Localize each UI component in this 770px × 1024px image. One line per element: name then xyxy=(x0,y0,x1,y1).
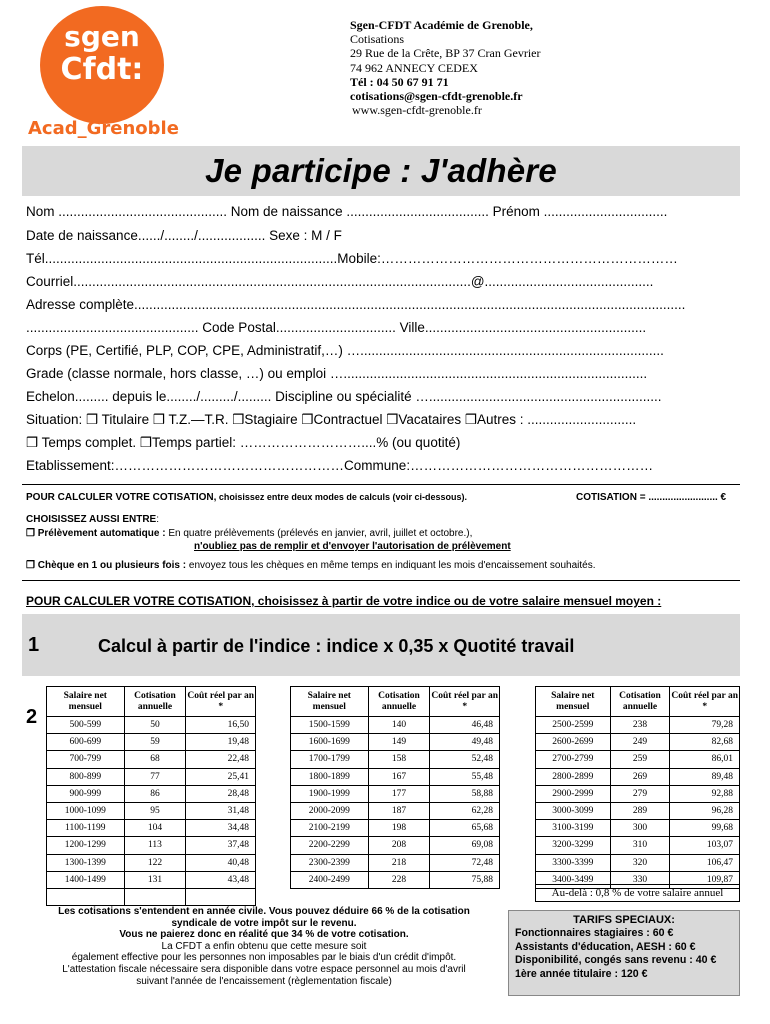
cout-reel-cell: 62,28 xyxy=(430,802,500,819)
cotisation-cell: 218 xyxy=(368,854,430,871)
table-header-2: Coût réel par an * xyxy=(430,687,500,717)
cout-reel-cell: 109,87 xyxy=(670,871,740,888)
field-adresse-line[interactable]: Adresse complète................................................................................................................................................... xyxy=(26,297,686,312)
table-row xyxy=(291,802,500,819)
empty-cell xyxy=(186,888,256,905)
table-row xyxy=(47,837,256,854)
cout-reel-cell: 58,88 xyxy=(430,785,500,802)
table-row xyxy=(47,768,256,785)
cotisation-cell: 300 xyxy=(610,820,670,837)
table-row xyxy=(536,820,740,837)
tarifs-speciaux-box xyxy=(508,910,740,996)
salary-table-2 xyxy=(290,686,500,889)
cotisation-cell: 249 xyxy=(610,734,670,751)
cout-reel-cell: 72,48 xyxy=(430,854,500,871)
salary-range-cell: 2500-2599 xyxy=(536,717,611,734)
cout-reel-cell: 43,48 xyxy=(186,871,256,888)
table-header-0: Salaire net mensuel xyxy=(536,687,611,717)
cotisation-cell: 68 xyxy=(124,751,186,768)
table-header-1: Cotisation annuelle xyxy=(124,687,186,717)
field-postal-line[interactable]: .............................................. Code Postal................................ Ville........................................................... xyxy=(26,320,647,335)
cout-reel-cell: 52,48 xyxy=(430,751,500,768)
cout-reel-cell: 69,08 xyxy=(430,837,500,854)
cout-reel-cell: 99,68 xyxy=(670,820,740,837)
table-row xyxy=(536,768,740,785)
section-1-box xyxy=(22,614,740,676)
field-echelon-line[interactable]: Echelon......... depuis le......../........./......... Discipline ou spécialité ….............................................................. xyxy=(26,389,662,404)
cout-reel-cell: 49,48 xyxy=(430,734,500,751)
title-bar xyxy=(22,146,740,196)
salary-range-cell: 700-799 xyxy=(47,751,125,768)
choose-title xyxy=(26,514,159,525)
choose-title-colon: : xyxy=(156,514,159,525)
org-city: 74 962 ANNECY CEDEX xyxy=(350,60,478,75)
salary-range-cell: 1900-1999 xyxy=(291,785,369,802)
salary-range-cell: 2300-2399 xyxy=(291,854,369,871)
cout-reel-cell: 75,88 xyxy=(430,871,500,888)
table-row xyxy=(291,820,500,837)
logo-text-cfdt: Cfdt: xyxy=(60,52,144,87)
cheque-text: envoyez tous les chèques en même temps en indiquant les mois d'encaissement souhaités. xyxy=(186,560,596,571)
salary-range-cell: 600-699 xyxy=(47,734,125,751)
field-naissance-line[interactable]: Date de naissance....../......../.................. Sexe : M / F xyxy=(26,228,342,243)
org-dept: Cotisations xyxy=(350,32,405,47)
salary-range-cell: 3000-3099 xyxy=(536,802,611,819)
note-line-3: Vous ne paierez donc en réalité que 34 % de votre cotisation. xyxy=(119,929,409,941)
table-row xyxy=(47,854,256,871)
salary-range-cell: 800-899 xyxy=(47,768,125,785)
cotisation-cell: 113 xyxy=(124,837,186,854)
cotisation-cell: 122 xyxy=(124,854,186,871)
salary-range-cell: 1100-1199 xyxy=(47,820,125,837)
empty-cell xyxy=(124,888,186,905)
prelevement-label: ❒ Prélèvement automatique : xyxy=(26,528,166,539)
calc-heading: POUR CALCULER VOTRE COTISATION, choisissez à partir de votre indice ou de votre salaire mensuel moyen : xyxy=(26,594,662,608)
prelevement-warning: n'oubliez pas de remplir et d'envoyer l'autorisation de prélèvement xyxy=(194,541,511,552)
tarifs-title: TARIFS SPECIAUX: xyxy=(573,914,675,926)
note-line-5: également effective pour les personnes non imposables par le biais d'un crédit d'impôt. xyxy=(71,952,457,964)
tarif-aesh: Assistants d'éducation, AESH : 60 € xyxy=(515,940,696,953)
tarif-stagiaires: Fonctionnaires stagiaires : 60 € xyxy=(515,927,674,940)
field-etablissement-line[interactable]: Etablissement:……………………………………………Commune:……………………………………………… xyxy=(26,458,654,473)
cotisation-label: COTISATION = ......................... € xyxy=(576,492,727,503)
logo-text-sgen: sgen xyxy=(64,20,140,53)
salary-range-cell: 2600-2699 xyxy=(536,734,611,751)
salary-range-cell: 1700-1799 xyxy=(291,751,369,768)
empty-cell xyxy=(47,888,125,905)
salary-range-cell: 2400-2499 xyxy=(291,871,369,888)
note-line-6: L'attestation fiscale nécessaire sera disponible dans votre espace personnel au mois d'avril xyxy=(62,963,466,975)
salary-range-cell: 3300-3399 xyxy=(536,854,611,871)
table-header-1: Cotisation annuelle xyxy=(368,687,430,717)
salary-table-1 xyxy=(46,686,256,906)
field-nom-line[interactable]: Nom ............................................. Nom de naissance ...................................... Prénom ................................. xyxy=(26,204,668,219)
table-row xyxy=(291,768,500,785)
tarif-premiere-annee: 1ère année titulaire : 120 € xyxy=(515,967,648,980)
table-row xyxy=(536,751,740,768)
cotisation-cell: 279 xyxy=(610,785,670,802)
au-dela-note: Au-delà : 0,8 % de votre salaire annuel xyxy=(535,884,740,902)
cotisation-cell: 198 xyxy=(368,820,430,837)
table-row xyxy=(47,751,256,768)
table-row xyxy=(291,854,500,871)
cotisation-cell: 330 xyxy=(610,871,670,888)
salary-range-cell: 2900-2999 xyxy=(536,785,611,802)
cotisation-cell: 269 xyxy=(610,768,670,785)
table-row xyxy=(291,751,500,768)
table-header-2: Coût réel par an * xyxy=(186,687,256,717)
org-street: 29 Rue de la Crête, BP 37 Cran Gevrier xyxy=(350,46,541,61)
org-email: cotisations@sgen-cfdt-grenoble.fr xyxy=(350,89,523,104)
note-line-2: syndicale de votre impôt sur le revenu. xyxy=(171,917,357,929)
calcul-intro xyxy=(26,492,467,503)
cotisation-cell: 158 xyxy=(368,751,430,768)
prelevement-text: En quatre prélèvements (prélevés en janvier, avril, juillet et octobre.), xyxy=(165,528,473,539)
cout-reel-cell: 89,48 xyxy=(670,768,740,785)
note-line-7: suivant l'année de l'encaissement (règlementation fiscale) xyxy=(136,975,392,987)
tax-notes xyxy=(22,906,506,987)
salary-range-cell: 1000-1099 xyxy=(47,802,125,819)
calcul-intro-rest: choisissez entre deux modes de calculs (voir ci-dessous). xyxy=(216,492,467,502)
cout-reel-cell: 92,88 xyxy=(670,785,740,802)
field-tel-line[interactable]: Tél..............................................................................Mobile:………………………………………………………… xyxy=(26,251,678,266)
cout-reel-cell: 96,28 xyxy=(670,802,740,819)
cotisation-cell: 149 xyxy=(368,734,430,751)
table-row xyxy=(536,717,740,734)
cotisation-cell: 320 xyxy=(610,854,670,871)
section-1-number: 1 xyxy=(28,634,40,656)
logo-text-acad: Acad_Grenoble xyxy=(28,118,179,139)
cotisation-cell: 228 xyxy=(368,871,430,888)
org-website: www.sgen-cfdt-grenoble.fr xyxy=(352,103,482,118)
table-row xyxy=(47,717,256,734)
table-row xyxy=(47,820,256,837)
separator-line-2 xyxy=(22,580,740,581)
cheque-label: ❒ Chèque en 1 ou plusieurs fois : xyxy=(26,560,187,571)
field-courriel-line[interactable]: Courriel..........................................................................................................@............................................. xyxy=(26,274,654,289)
cout-reel-cell: 19,48 xyxy=(186,734,256,751)
table-row xyxy=(47,785,256,802)
table-header-0: Salaire net mensuel xyxy=(47,687,125,717)
cheque-option[interactable] xyxy=(26,560,595,571)
section-2-number: 2 xyxy=(26,706,38,728)
cotisation-cell: 289 xyxy=(610,802,670,819)
cotisation-cell: 259 xyxy=(610,751,670,768)
salary-range-cell: 2100-2199 xyxy=(291,820,369,837)
field-corps-line[interactable]: Corps (PE, Certifié, PLP, COP, CPE, Administratif,…) …................................................................................. xyxy=(26,343,664,358)
salary-range-cell: 2700-2799 xyxy=(536,751,611,768)
cotisation-cell: 177 xyxy=(368,785,430,802)
salary-range-cell: 1400-1499 xyxy=(47,871,125,888)
cotisation-cell: 167 xyxy=(368,768,430,785)
cout-reel-cell: 31,48 xyxy=(186,802,256,819)
address-block xyxy=(350,18,541,117)
salary-range-cell: 3100-3199 xyxy=(536,820,611,837)
salary-range-cell: 1300-1399 xyxy=(47,854,125,871)
cout-reel-cell: 79,28 xyxy=(670,717,740,734)
table-row xyxy=(536,854,740,871)
salary-range-cell: 1800-1899 xyxy=(291,768,369,785)
salary-range-cell: 500-599 xyxy=(47,717,125,734)
sgen-cfdt-logo xyxy=(22,6,182,146)
table-row xyxy=(47,802,256,819)
field-situation-line[interactable]: Situation: ❒ Titulaire ❒ T.Z.—T.R. ❒Stagiaire ❒Contractuel ❒Vacataires ❒Autres : ............................. xyxy=(26,412,637,427)
page-title: Je participe : J'adhère xyxy=(205,152,557,189)
cotisation-cell: 310 xyxy=(610,837,670,854)
table-row xyxy=(47,734,256,751)
cout-reel-cell: 40,48 xyxy=(186,854,256,871)
cotisation-cell: 59 xyxy=(124,734,186,751)
salary-range-cell: 3400-3499 xyxy=(536,871,611,888)
cout-reel-cell: 25,41 xyxy=(186,768,256,785)
prelevement-option[interactable] xyxy=(26,528,472,539)
cotisation-cell: 86 xyxy=(124,785,186,802)
cout-reel-cell: 22,48 xyxy=(186,751,256,768)
table-row xyxy=(536,734,740,751)
cout-reel-cell: 103,07 xyxy=(670,837,740,854)
cotisation-cell: 208 xyxy=(368,837,430,854)
calcul-intro-bold: POUR CALCULER VOTRE COTISATION, xyxy=(26,492,217,503)
salary-range-cell: 2800-2899 xyxy=(536,768,611,785)
table-row xyxy=(291,734,500,751)
section-1-text: Calcul à partir de l'indice : indice x 0,35 x Quotité travail xyxy=(98,636,575,656)
field-grade-line[interactable]: Grade (classe normale, hors classe, …) ou emploi …................................................................................. xyxy=(26,366,648,381)
table-row xyxy=(291,717,500,734)
cout-reel-cell: 106,47 xyxy=(670,854,740,871)
cotisation-cell: 77 xyxy=(124,768,186,785)
tarif-disponibilite: Disponibilité, congés sans revenu : 40 € xyxy=(515,954,717,967)
salary-range-cell: 3200-3299 xyxy=(536,837,611,854)
table-header-0: Salaire net mensuel xyxy=(291,687,369,717)
table-row xyxy=(536,837,740,854)
salary-range-cell: 900-999 xyxy=(47,785,125,802)
cout-reel-cell: 28,48 xyxy=(186,785,256,802)
note-line-4: La CFDT a enfin obtenu que cette mesure soit xyxy=(161,940,367,952)
cotisation-total-field[interactable] xyxy=(576,492,726,503)
salary-range-cell: 1600-1699 xyxy=(291,734,369,751)
org-phone: Tél : 04 50 67 91 71 xyxy=(350,74,449,89)
salary-range-cell: 2200-2299 xyxy=(291,837,369,854)
cout-reel-cell: 65,68 xyxy=(430,820,500,837)
cotisation-cell: 140 xyxy=(368,717,430,734)
table-empty-row xyxy=(47,888,256,905)
cout-reel-cell: 86,01 xyxy=(670,751,740,768)
field-temps-line[interactable]: ❒ Temps complet. ❒Temps partiel: ………………………....% (ou quotité) xyxy=(26,435,461,450)
salary-range-cell: 1200-1299 xyxy=(47,837,125,854)
salary-table-3 xyxy=(535,686,740,889)
table-row xyxy=(291,871,500,888)
salary-range-cell: 2000-2099 xyxy=(291,802,369,819)
cout-reel-cell: 16,50 xyxy=(186,717,256,734)
table-header-2: Coût réel par an * xyxy=(670,687,740,717)
choose-title-text: CHOISISSEZ AUSSI ENTRE xyxy=(26,514,157,525)
cotisation-cell: 238 xyxy=(610,717,670,734)
table-row xyxy=(291,785,500,802)
table-row xyxy=(536,802,740,819)
table-row xyxy=(47,871,256,888)
cotisation-cell: 95 xyxy=(124,802,186,819)
cout-reel-cell: 55,48 xyxy=(430,768,500,785)
org-name: Sgen-CFDT Académie de Grenoble, xyxy=(350,18,533,32)
cout-reel-cell: 34,48 xyxy=(186,820,256,837)
cotisation-cell: 187 xyxy=(368,802,430,819)
cout-reel-cell: 46,48 xyxy=(430,717,500,734)
cotisation-cell: 50 xyxy=(124,717,186,734)
note-line-1: Les cotisations s'entendent en année civile. Vous pouvez déduire 66 % de la cotisation xyxy=(58,906,470,917)
cotisation-cell: 131 xyxy=(124,871,186,888)
separator-line xyxy=(22,484,740,485)
table-row xyxy=(536,785,740,802)
table-header-1: Cotisation annuelle xyxy=(610,687,670,717)
salary-range-cell: 1500-1599 xyxy=(291,717,369,734)
cotisation-cell: 104 xyxy=(124,820,186,837)
cout-reel-cell: 82,68 xyxy=(670,734,740,751)
cout-reel-cell: 37,48 xyxy=(186,837,256,854)
table-row xyxy=(291,837,500,854)
